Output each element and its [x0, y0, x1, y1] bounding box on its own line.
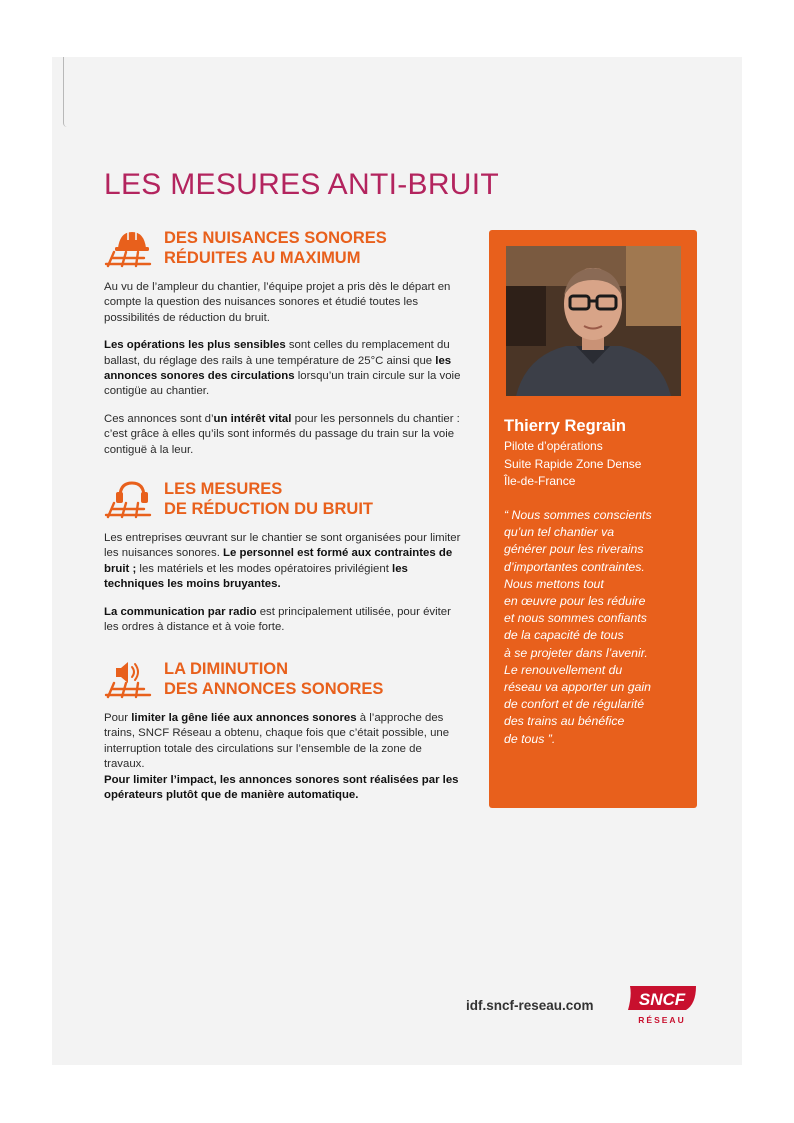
sncf-reseau-logo: [626, 982, 698, 1028]
quote-line: à se projeter dans l’avenir.: [504, 645, 648, 660]
fold-mark: [63, 57, 67, 127]
section-header: [104, 659, 464, 703]
quote: [504, 507, 694, 748]
section-title-line: DES ANNONCES SONORES: [164, 680, 384, 698]
quote-line: d’importantes contraintes.: [504, 559, 645, 574]
page-title: LES MESURES ANTI-BRUIT: [104, 168, 500, 201]
text: Ces annonces sont d’: [104, 412, 214, 425]
section-title-line: LES MESURES: [164, 480, 283, 498]
bold-text: Les opérations les plus sensibles: [104, 339, 286, 352]
quote-line: et nous sommes confiants: [504, 611, 647, 626]
text: Les entreprises œuvrant sur le chantier se sont organisées pour limiter les nuisances sonores.: [104, 532, 461, 560]
quote-line: “ Nous sommes conscients: [504, 508, 652, 522]
section-noise-measures: [104, 479, 464, 635]
bold-text: les techniques les moins bruyantes.: [104, 562, 408, 591]
text: sont celles du remplacement du ballast, du réglage des rails à une température de 25°C ainsi que: [104, 339, 450, 367]
section-title-line: DE RÉDUCTION DU BRUIT: [164, 500, 373, 518]
quote-line: en œuvre pour les réduire: [504, 594, 646, 609]
section-sound-announcements: [104, 659, 464, 803]
section-title-line: DES NUISANCES SONORES: [164, 229, 387, 247]
portrait-image: [506, 246, 681, 396]
bold-text: un intérêt vital: [213, 412, 292, 425]
text: à l’approche des trains, SNCF Réseau a obtenu, chaque fois que c’était possible, une interruption totale des circulations sur l’ensemble de la zone de travaux.: [104, 712, 450, 771]
paragraph: [104, 605, 464, 636]
quote-line: de la capacité de tous: [504, 628, 624, 643]
quote-line: des trains au bénéfice: [504, 714, 625, 729]
section-title-line: LA DIMINUTION: [164, 660, 289, 678]
paragraph: [104, 531, 464, 593]
logo-main-text: SNCF: [638, 990, 686, 1009]
person-role: [504, 438, 641, 491]
role-line: Île-de-France: [504, 474, 576, 488]
portrait-photo: [506, 246, 681, 396]
bold-text: les annonces sonores des circulations: [104, 354, 452, 383]
worker-helmet-icon: [104, 228, 156, 268]
text: lorsqu’un train circule sur la voie contigüe au chantier.: [104, 370, 461, 398]
website-link[interactable]: idf.sncf-reseau.com: [466, 998, 594, 1013]
speaker-icon: [104, 659, 156, 699]
bold-text: Le personnel est formé aux contraintes de bruit ;: [104, 547, 453, 575]
text: Pour: [104, 712, 132, 724]
text: est principalement utilisée, pour éviter les ordres à distance et à voie forte.: [104, 605, 451, 634]
text: Au vu de l’ampleur du chantier, l’équipe projet a pris dès le départ en compte la question des nuisances sonores et étudié toutes les possibilités de réduction du bruit.: [104, 281, 451, 324]
logo-sub-text: RÉSEAU: [638, 1015, 686, 1025]
role-line: Pilote d’opérations: [504, 439, 603, 453]
quote-line: Le renouvellement du: [504, 662, 623, 677]
role-line: Suite Rapide Zone Dense: [504, 456, 642, 471]
paragraph: [104, 338, 464, 400]
headset-icon: [104, 479, 156, 519]
section-noise-reduced: [104, 228, 464, 458]
person-name: Thierry Regrain: [504, 417, 626, 435]
quote-line: qu’un tel chantier va: [504, 525, 615, 540]
paragraph: [104, 412, 464, 458]
text: les matériels et les modes opératoires privilégient: [136, 562, 393, 575]
quote-line: de confort et de régularité: [504, 697, 645, 712]
section-title: [164, 228, 387, 268]
bold-text: limiter la gêne liée aux annonces sonores: [131, 712, 357, 724]
section-header: [104, 479, 464, 523]
paragraph: [104, 280, 464, 326]
quote-line: réseau va apporter un gain: [504, 680, 651, 695]
testimonial-card: [489, 230, 697, 808]
text: pour les personnels du chantier : c’est grâce à elles qu’ils sont informés du passage du train sur la voie contiguë à la leur.: [104, 412, 460, 456]
section-title: [164, 659, 383, 699]
bold-text: Pour limiter l’impact, les annonces sonores sont réalisées par les opérateurs plutôt que de manière automatique.: [104, 773, 459, 802]
quote-line: générer pour les riverains: [504, 542, 644, 557]
paragraph: [104, 711, 464, 803]
section-header: [104, 228, 464, 272]
section-title-line: RÉDUITES AU MAXIMUM: [164, 249, 361, 267]
section-title: [164, 479, 373, 519]
quote-line: de tous ”.: [504, 731, 556, 746]
bold-text: La communication par radio: [104, 605, 257, 618]
quote-line: Nous mettons tout: [504, 576, 604, 591]
